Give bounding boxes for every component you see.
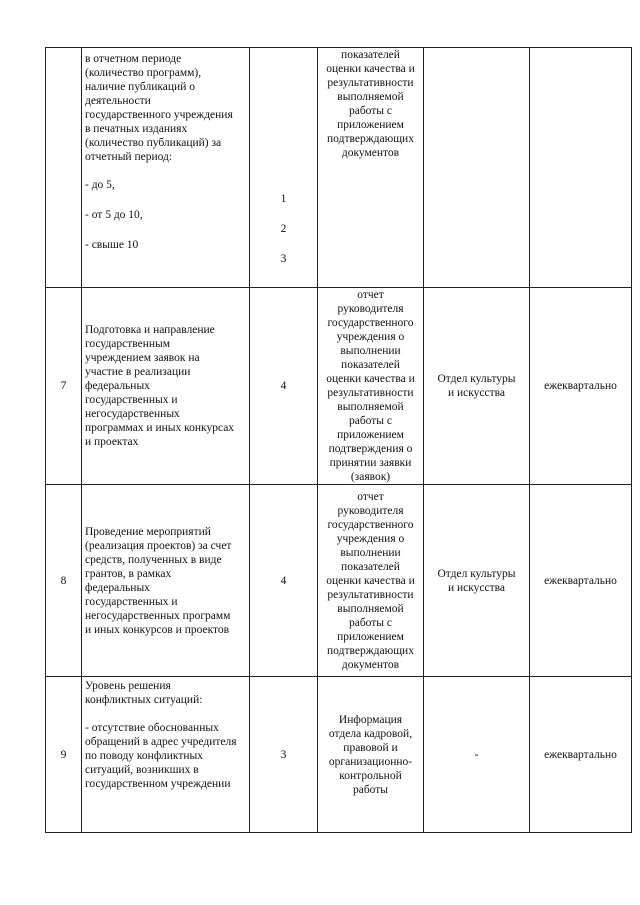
responsible-cell: [424, 485, 530, 677]
source-line: государственного: [327, 317, 414, 329]
criteria-table: [45, 47, 632, 833]
score-cell: 4: [250, 288, 318, 485]
score-value: 2: [280, 223, 287, 235]
criterion-line: и иных конкурсов и проектов: [85, 623, 230, 636]
period-cell: ежеквартально: [530, 288, 632, 485]
criterion-line: негосударственных программ: [85, 609, 231, 622]
source-line: работы: [352, 783, 389, 796]
source-cell: [318, 288, 424, 485]
source-line: выполняемой: [337, 401, 404, 413]
source-line: выполнении: [340, 546, 401, 559]
criterion-line: ситуаций, возникших в: [85, 764, 199, 776]
source-line: документов: [341, 147, 400, 159]
source-line: оценки качества и: [326, 63, 415, 75]
criterion-line: Подготовка и направление: [85, 324, 215, 336]
table-row: [46, 677, 632, 833]
criterion-cell: [82, 48, 250, 288]
source-line: учреждения о: [336, 532, 405, 545]
source-line: показателей: [341, 49, 400, 61]
criterion-line: государственным: [85, 338, 171, 350]
source-line: руководителя: [337, 504, 404, 517]
score-cell: 3: [250, 677, 318, 833]
criterion-line: средств, полученных в виде: [85, 553, 222, 566]
source-cell: [318, 485, 424, 677]
criterion-option: - до 5,: [85, 179, 115, 191]
source-line: подтверждения о: [328, 443, 413, 455]
source-line: отчет: [357, 289, 384, 301]
criterion-line: (реализация проектов) за счет: [85, 539, 232, 552]
source-line: выполнении: [340, 345, 401, 357]
source-line: принятии заявки: [329, 457, 412, 469]
criterion-line: Проведение мероприятий: [85, 525, 211, 538]
table-row: [46, 288, 632, 485]
criterion-line: федеральных: [85, 581, 150, 594]
criterion-line: государственных и: [85, 394, 178, 406]
criterion-line: программах и иных конкурсах: [85, 422, 235, 434]
source-line: отчет: [357, 490, 384, 503]
table-row: [46, 48, 632, 288]
source-line: подтверждающих: [327, 133, 414, 145]
source-line: работы с: [348, 616, 393, 629]
criterion-line: учреждением заявок на: [85, 352, 200, 364]
source-line: Информация: [338, 713, 403, 726]
criterion-cell: [82, 485, 250, 677]
criterion-line: государственного учреждения: [85, 109, 233, 121]
criterion-line: конфликтных ситуаций:: [85, 694, 203, 706]
criterion-line: Уровень решения: [85, 680, 171, 692]
responsible-cell: [424, 48, 530, 288]
criterion-line: (количество программ),: [85, 67, 202, 79]
row-number: [46, 48, 82, 288]
criterion-line: - отсутствие обоснованных: [85, 722, 219, 734]
source-line: приложением: [337, 630, 404, 643]
source-line: показателей: [341, 359, 400, 371]
row-number: 8: [46, 485, 82, 677]
responsible-cell: [424, 288, 530, 485]
criterion-line: деятельности: [85, 95, 151, 107]
criterion-line: в печатных изданиях: [85, 123, 188, 135]
source-line: правовой и: [343, 741, 398, 754]
criterion-line: в отчетном периоде: [85, 53, 182, 65]
criterion-line: государственном учреждении: [85, 778, 231, 790]
source-line: работы с: [348, 105, 393, 117]
row-number: 7: [46, 288, 82, 485]
criterion-line: наличие публикаций о: [85, 81, 195, 93]
source-line: организационно-: [328, 755, 413, 768]
criterion-line: грантов, в рамках: [85, 567, 172, 580]
criterion-cell: [82, 677, 250, 833]
criterion-cell: [82, 288, 250, 485]
source-line: работы с: [348, 415, 393, 427]
source-line: приложением: [337, 119, 404, 131]
source-line: подтверждающих: [327, 644, 414, 657]
criterion-line: участие в реализации: [85, 366, 191, 378]
responsible-line: и искусства: [447, 387, 506, 399]
responsible-line: и искусства: [447, 581, 506, 594]
criterion-option: - от 5 до 10,: [85, 209, 143, 221]
score-value: 3: [280, 253, 287, 265]
score-cell: [250, 48, 318, 288]
criterion-line: обращений в адрес учредителя: [85, 736, 237, 748]
criterion-line: отчетный период:: [85, 151, 173, 163]
source-cell: [318, 48, 424, 288]
source-line: оценки качества и: [326, 574, 415, 587]
period-cell: ежеквартально: [530, 485, 632, 677]
source-line: результативности: [327, 77, 414, 89]
source-line: государственного: [327, 518, 414, 531]
source-line: выполняемой: [337, 602, 404, 615]
source-line: руководителя: [337, 303, 404, 315]
source-line: приложением: [337, 429, 404, 441]
table-row: [46, 485, 632, 677]
score-cell: 4: [250, 485, 318, 677]
period-cell: ежеквартально: [530, 677, 632, 833]
source-line: показателей: [341, 560, 400, 573]
period-cell: [530, 48, 632, 288]
criterion-line: по поводу конфликтных: [85, 750, 203, 762]
criterion-option: - свыше 10: [85, 239, 139, 251]
row-number: 9: [46, 677, 82, 833]
responsible-line: Отдел культуры: [437, 373, 516, 385]
source-line: выполняемой: [337, 91, 404, 103]
responsible-line: -: [474, 748, 479, 761]
source-line: оценки качества и: [326, 373, 415, 385]
criterion-line: федеральных: [85, 380, 150, 392]
source-line: учреждения о: [336, 331, 405, 343]
criterion-line: негосударственных: [85, 408, 180, 420]
responsible-cell: [424, 677, 530, 833]
source-line: контрольной: [339, 769, 402, 782]
source-line: документов: [341, 658, 400, 671]
source-line: результативности: [327, 387, 414, 399]
source-cell: [318, 677, 424, 833]
criterion-line: и проектах: [85, 436, 139, 448]
source-line: отдела кадровой,: [328, 727, 413, 740]
source-line: результативности: [327, 588, 414, 601]
responsible-line: Отдел культуры: [437, 567, 516, 580]
source-line: (заявок): [350, 471, 391, 483]
score-value: 1: [280, 193, 287, 205]
criterion-line: государственных и: [85, 595, 178, 608]
criterion-line: (количество публикаций) за: [85, 137, 222, 149]
